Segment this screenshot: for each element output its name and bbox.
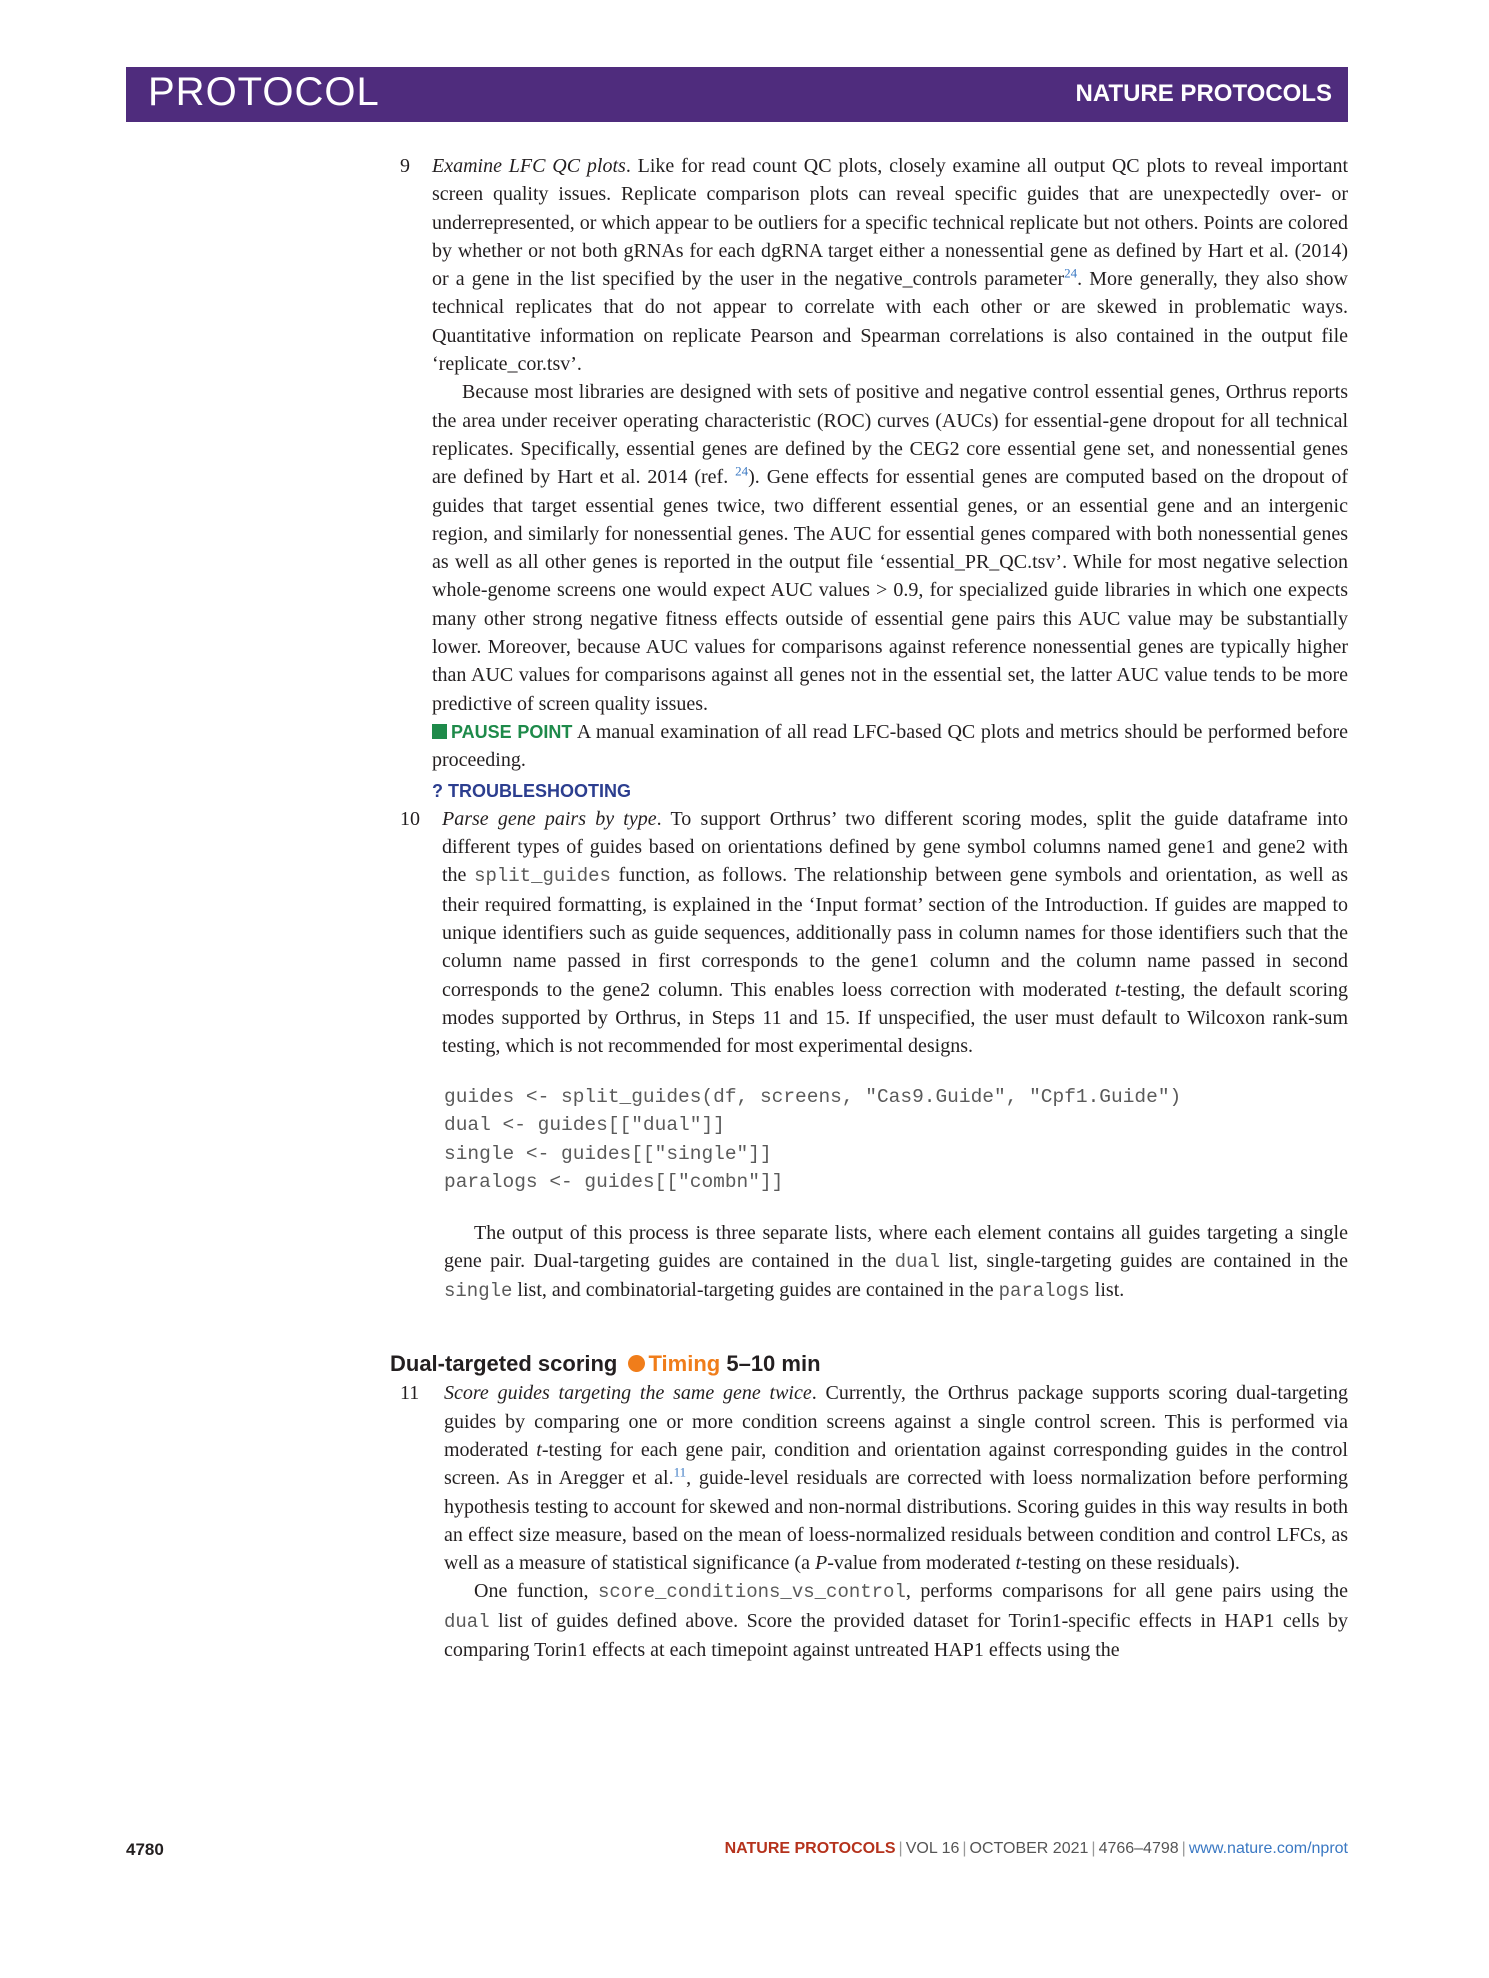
timing-label: Timing <box>648 1351 721 1377</box>
step-10 <box>400 805 1348 1061</box>
footer-journal: NATURE PROTOCOLS <box>724 1840 896 1857</box>
text: . Currently, the Orthrus package supports scoring dual-targeting guides by comparing one or more condition screens against a single control screen. This is performed via moderated <box>444 1382 1349 1461</box>
section-label: PROTOCOL <box>148 70 380 114</box>
citation-link[interactable]: 24 <box>1064 265 1078 281</box>
main-content <box>390 152 1349 1664</box>
section-heading <box>390 1349 1348 1379</box>
paragraph <box>444 1577 1348 1664</box>
text: list, single-targeting guides are contained in the <box>940 1249 1348 1272</box>
section-title: Dual-targeted scoring <box>390 1351 618 1377</box>
step-number: 11 <box>400 1382 420 1405</box>
step-title: Examine LFC QC plots <box>432 155 626 177</box>
text: t <box>1015 1552 1022 1575</box>
paragraph <box>442 805 1348 1061</box>
text: One function, <box>474 1580 598 1603</box>
troubleshooting-link[interactable]: ? TROUBLESHOOTING <box>432 780 631 801</box>
step-9 <box>400 152 1348 805</box>
text: t <box>536 1438 542 1461</box>
text: -testing on these residuals). <box>1021 1552 1240 1575</box>
paragraph <box>444 1219 1348 1306</box>
text: -value from moderated <box>827 1552 1016 1575</box>
text: . More generally, they also show technical replicates that do not appear to correlate with each other or are skewed in problematic ways. Quantitative information on replicate Pearson and Spearman correlations is also contained in the output file ‘replicate_cor.tsv’. <box>432 268 1348 376</box>
pause-point-icon <box>432 724 447 739</box>
timing-value: 5–10 min <box>726 1351 821 1377</box>
text: function, as follows. The relationship between gene symbols and orientation, as well as their required formatting, is explained in the ‘Input format’ section of the Introduction. If guides are mapped to unique identifiers such as guide sequences, additionally pass in column names for those identifiers such that the column name passed in first corresponds to the gene1 column and the column name passed in second corresponds to the gene2 column. This enables loess correction with moderated <box>442 864 1348 1001</box>
step-number: 10 <box>400 807 420 830</box>
text: , performs comparisons for all gene pairs using the <box>905 1580 1348 1603</box>
function-name: score_conditions_vs_control <box>598 1581 906 1604</box>
code-line: guides <- split_guides(df, screens, "Cas9.Guide", "Cpf1.Guide") <box>444 1085 1182 1108</box>
code-term: paralogs <box>998 1280 1090 1303</box>
footer-date: OCTOBER 2021 <box>969 1840 1089 1857</box>
paragraph <box>432 378 1348 718</box>
timing-dot-icon <box>628 1355 645 1372</box>
pause-point-label: PAUSE POINT <box>451 721 573 742</box>
text: , guide-level residuals are corrected with loess normalization before performing hypothesis testing to account for skewed and non-normal distributions. Scoring guides in this way results in both an effect size measure, based on the mean of loess-normalized residuals between condition and control LFCs, as well as a measure of statistical significance (a <box>444 1467 1348 1575</box>
step-number: 9 <box>400 155 410 177</box>
text: . Like for read count QC plots, closely examine all output QC plots to reveal important screen quality issues. Replicate comparison plots can reveal specific guides that are unexpectedly over- or underrepresented, or which appear to be outliers for a specific technical replicate but not others. Points are colored by whether or not both gRNAs for each dgRNA target either a nonessential gene as defined by Hart et al. (2014) or a gene in the list specified by the user in the negative_controls parameter <box>432 155 1348 291</box>
page-number: 4780 <box>126 1840 164 1859</box>
code-term: dual <box>444 1610 490 1633</box>
page-header <box>126 67 1348 122</box>
text: list. <box>1089 1279 1125 1302</box>
text: t <box>1114 978 1121 1001</box>
text: ). Gene effects for essential genes are computed based on the dropout of guides that target essential genes twice, two different essential genes, or an essential gene and an intergenic region, and similarly for nonessential genes. The AUC for essential genes compared with both nonessential genes as well as all other genes is reported in the output file ‘essential_PR_QC.tsv’. While for most negative selection whole-genome screens one would expect AUC values > 0.9, for specialized guide libraries in which one expects many other strong negative fitness effects outside of essential gene pairs this AUC value may be substantially lower. Moreover, because AUC values for comparisons against reference nonessential genes are typically higher than AUC values for comparisons against all genes not in the essential set, the latter AUC value tends to be more predictive of screen quality issues. <box>432 466 1349 715</box>
paragraph-block <box>400 1219 1348 1306</box>
step-title: Score guides targeting the same gene twice <box>444 1382 812 1405</box>
footer-pages: 4766–4798 <box>1098 1840 1179 1857</box>
code-line: paralogs <- guides[["combn"]] <box>444 1171 784 1193</box>
citation-link[interactable]: 11 <box>673 1464 687 1480</box>
pause-point <box>432 718 1348 775</box>
code-line: dual <- guides[["dual"]] <box>444 1114 725 1136</box>
text: Because most libraries are designed with sets of positive and negative control essential genes, Orthrus reports the area under receiver operating characteristic (ROC) curves (AUCs) for essential-gene dropout for all technical replicates. Specifically, essential genes are defined by the CEG2 core essential gene set, and nonessential genes are defined by Hart et al. 2014 (ref. <box>432 381 1348 489</box>
text: list, and combinatorial-targeting guides are contained in the <box>512 1279 999 1302</box>
paragraph <box>432 152 1348 378</box>
page-footer: NATURE PROTOCOLS | VOL 16 | OCTOBER 2021 | 4766–4798 | www.nature.com/nprot <box>724 1840 1348 1857</box>
text: A manual examination of all read LFC-based QC plots and metrics should be performed before proceeding. <box>432 720 1348 772</box>
code-line: single <- guides[["single"]] <box>444 1142 772 1165</box>
citation-link[interactable]: 24 <box>735 463 749 479</box>
code-term: dual <box>894 1250 941 1273</box>
text: list of guides defined above. Score the provided dataset for Torin1-specific effects in HAP1 cells by comparing Torin1 effects at each timepoint against untreated HAP1 effects using the <box>444 1609 1348 1662</box>
code-term: single <box>444 1280 513 1303</box>
function-name: split_guides <box>474 865 611 888</box>
text: -testing for each gene pair, condition and orientation against corresponding guides in the control screen. As in Aregger et al. <box>444 1438 1348 1490</box>
code-block <box>444 1083 1348 1197</box>
step-11 <box>400 1379 1348 1664</box>
text: P <box>814 1552 828 1575</box>
text: -testing, the default scoring modes supported by Orthrus, in Steps 11 and 15. If unspecified, the user must default to Wilcoxon rank-sum testing, which is not recommended for most experimental designs. <box>442 978 1348 1058</box>
footer-volume: VOL 16 <box>905 1840 960 1857</box>
text: . To support Orthrus’ two different scoring modes, split the guide dataframe into different types of guides based on orientations defined by gene symbol columns named gene1 and gene2 with the <box>442 807 1348 887</box>
journal-label: NATURE PROTOCOLS <box>1075 80 1332 107</box>
footer-url-link[interactable]: www.nature.com/nprot <box>1188 1840 1348 1857</box>
step-title: Parse gene pairs by type <box>442 807 657 830</box>
text: The output of this process is three separate lists, where each element contains all guides targeting a single gene pair. Dual-targeting guides are contained in the <box>444 1221 1348 1272</box>
paragraph <box>444 1379 1348 1577</box>
